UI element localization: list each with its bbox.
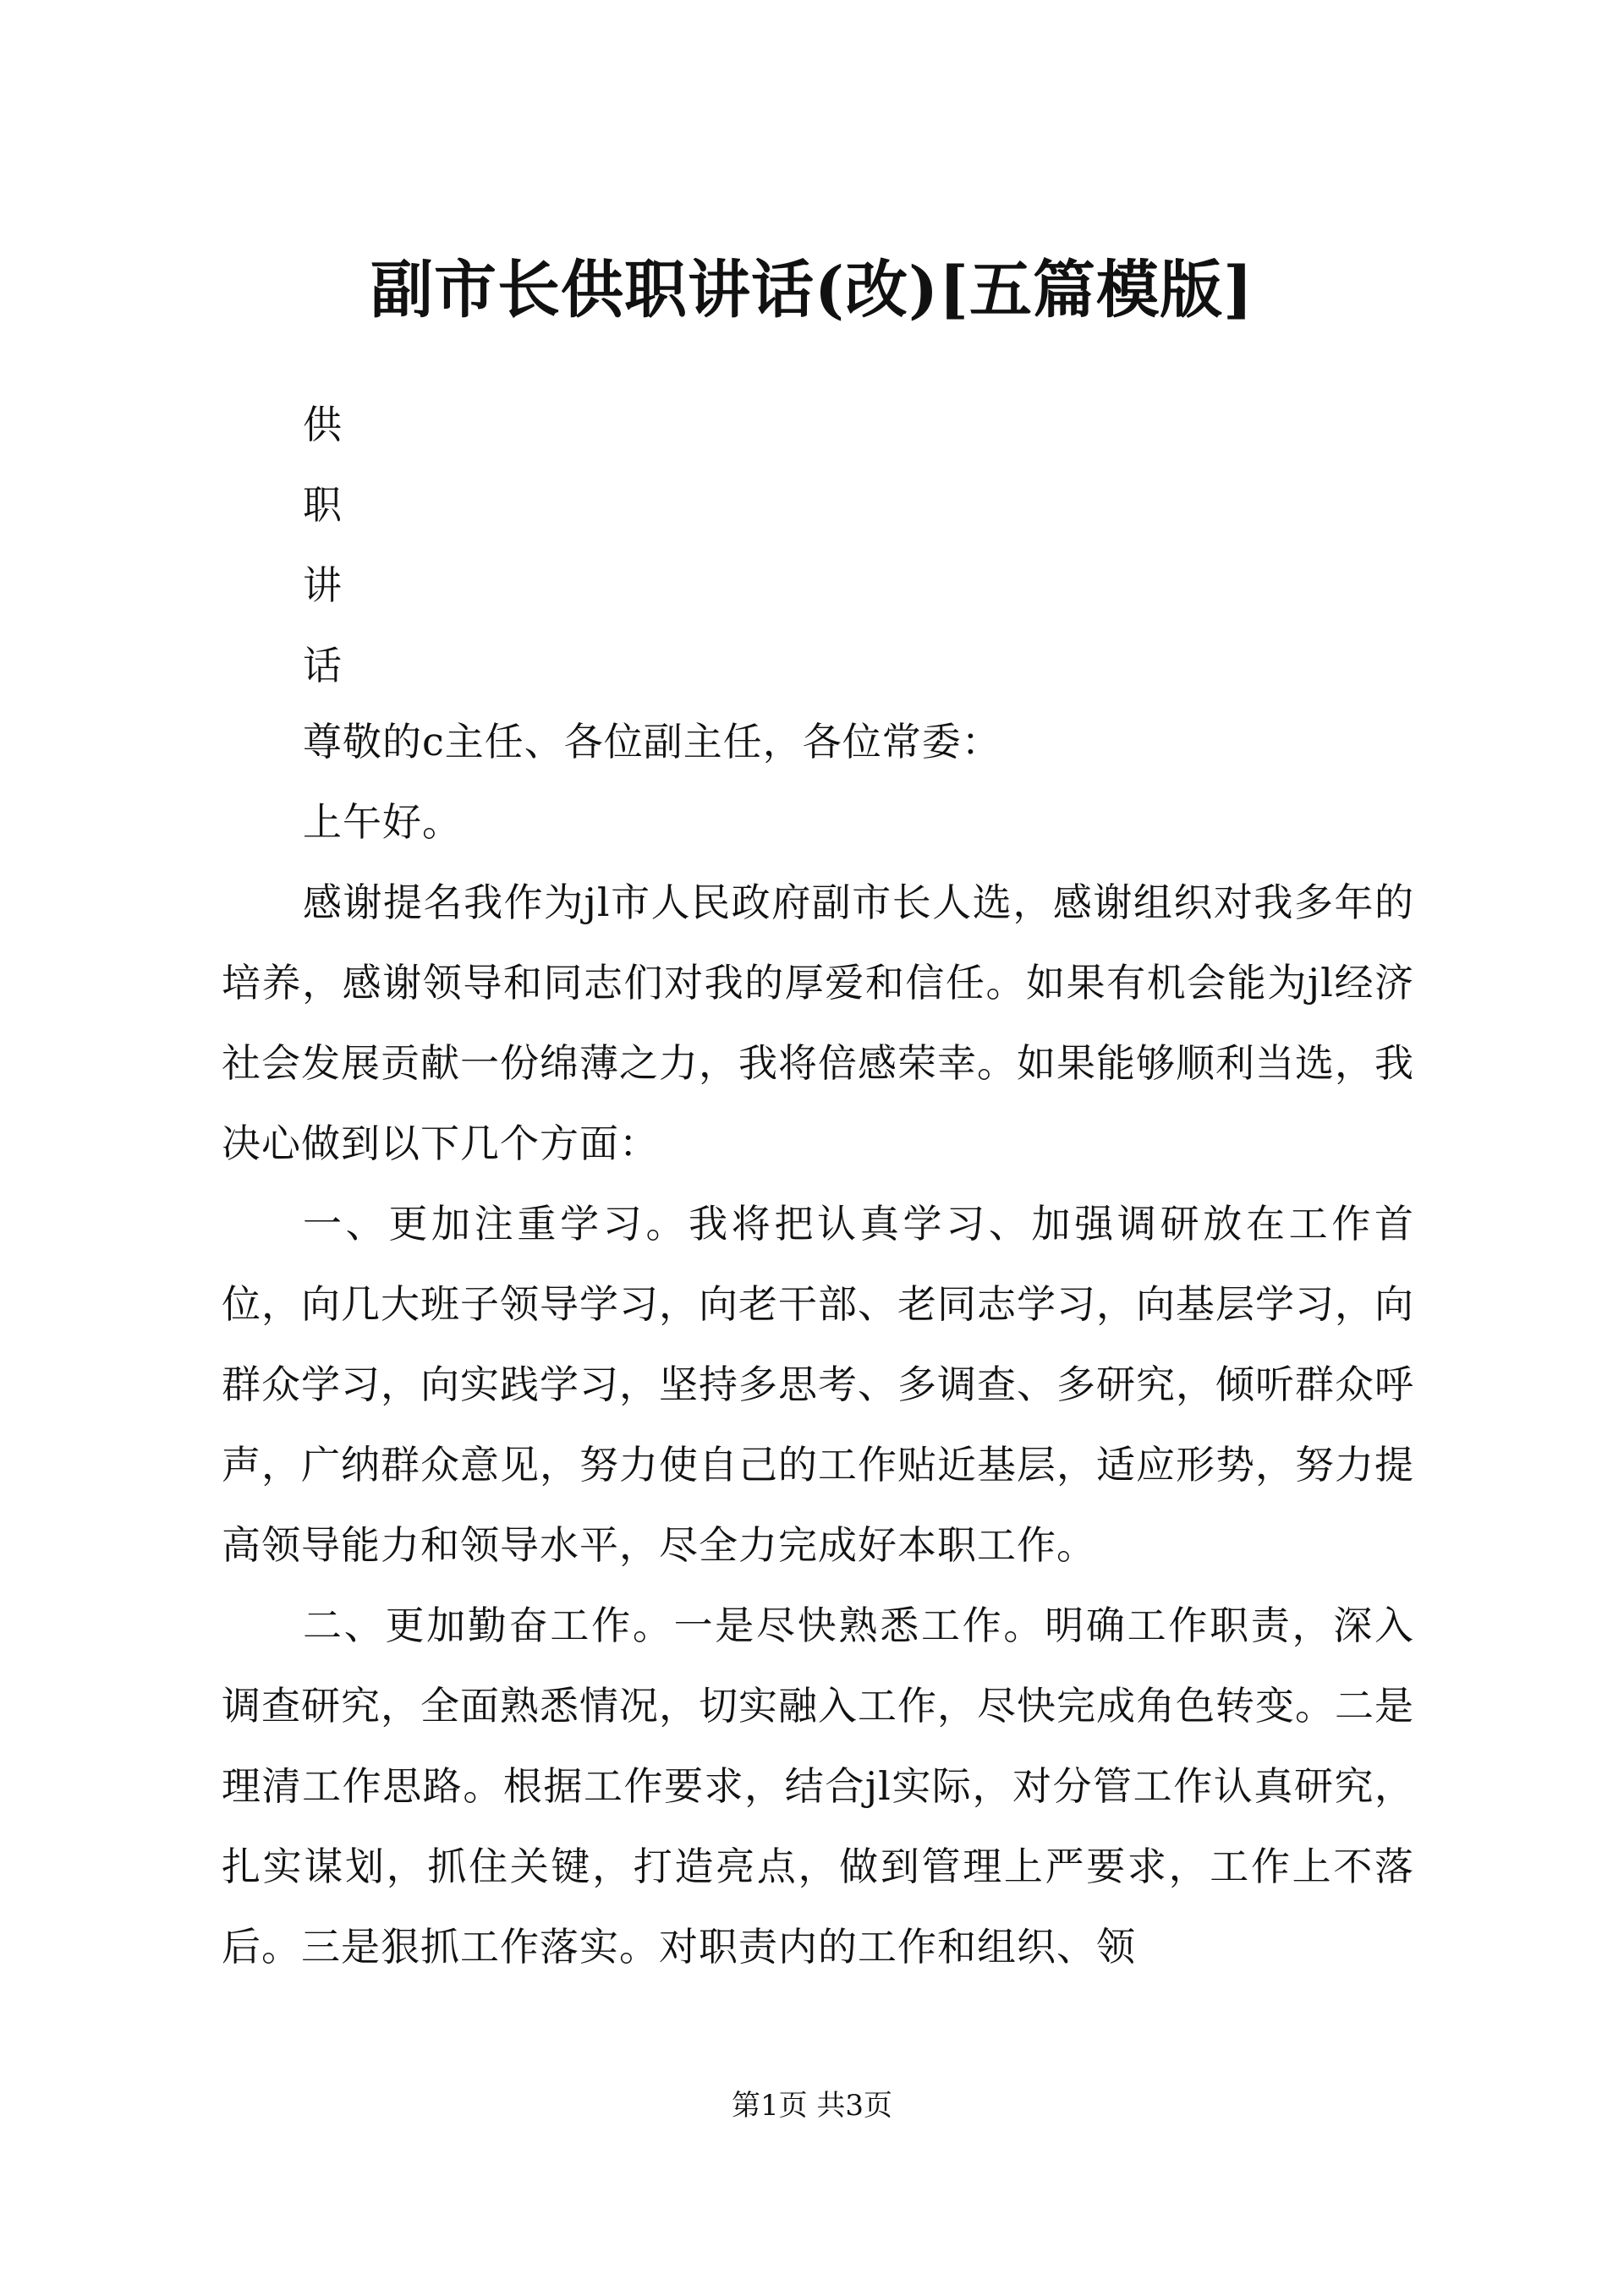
greeting: 上午好。 — [303, 799, 462, 845]
vertical-heading-char: 职 — [303, 482, 342, 528]
vertical-heading-char: 讲 — [303, 562, 342, 608]
body-paragraph: 感谢提名我作为jl市人民政府副市长人选，感谢组织对我多年的培养，感谢领导和同志们对我的厚爱和信任。如果有机会能为jl经济社会发展贡献一份绵薄之力，我将倍感荣幸。如果能够顺利当选，我决心做到以下几个方面： — [222, 879, 1414, 1166]
body-paragraph: 一、更加注重学习。我将把认真学习、加强调研放在工作首位，向几大班子领导学习，向老干部、老同志学习，向基层学习，向群众学习，向实践学习，坚持多思考、多调查、多研究，倾听群众呼声，广纳群众意见，努力使自己的工作贴近基层，适应形势，努力提高领导能力和领导水平，尽全力完成好本职工作。 — [222, 1201, 1414, 1568]
page-footer: 第1页 共3页 — [731, 2089, 893, 2123]
vertical-heading-char: 话 — [303, 643, 342, 688]
salutation: 尊敬的c主任、各位副主任，各位常委： — [303, 719, 1001, 764]
vertical-heading-char: 供 — [303, 402, 342, 447]
body-paragraph: 二、更加勤奋工作。一是尽快熟悉工作。明确工作职责，深入调查研究，全面熟悉情况，切实融入工作，尽快完成角色转变。二是理清工作思路。根据工作要求，结合jl实际，对分管工作认真研究，扎实谋划，抓住关键，打造亮点，做到管理上严要求，工作上不落后。三是狠抓工作落实。对职责内的工作和组织、领 — [222, 1603, 1414, 1970]
document-title: 副市长供职讲话(改)[五篇模版] — [370, 254, 1254, 326]
